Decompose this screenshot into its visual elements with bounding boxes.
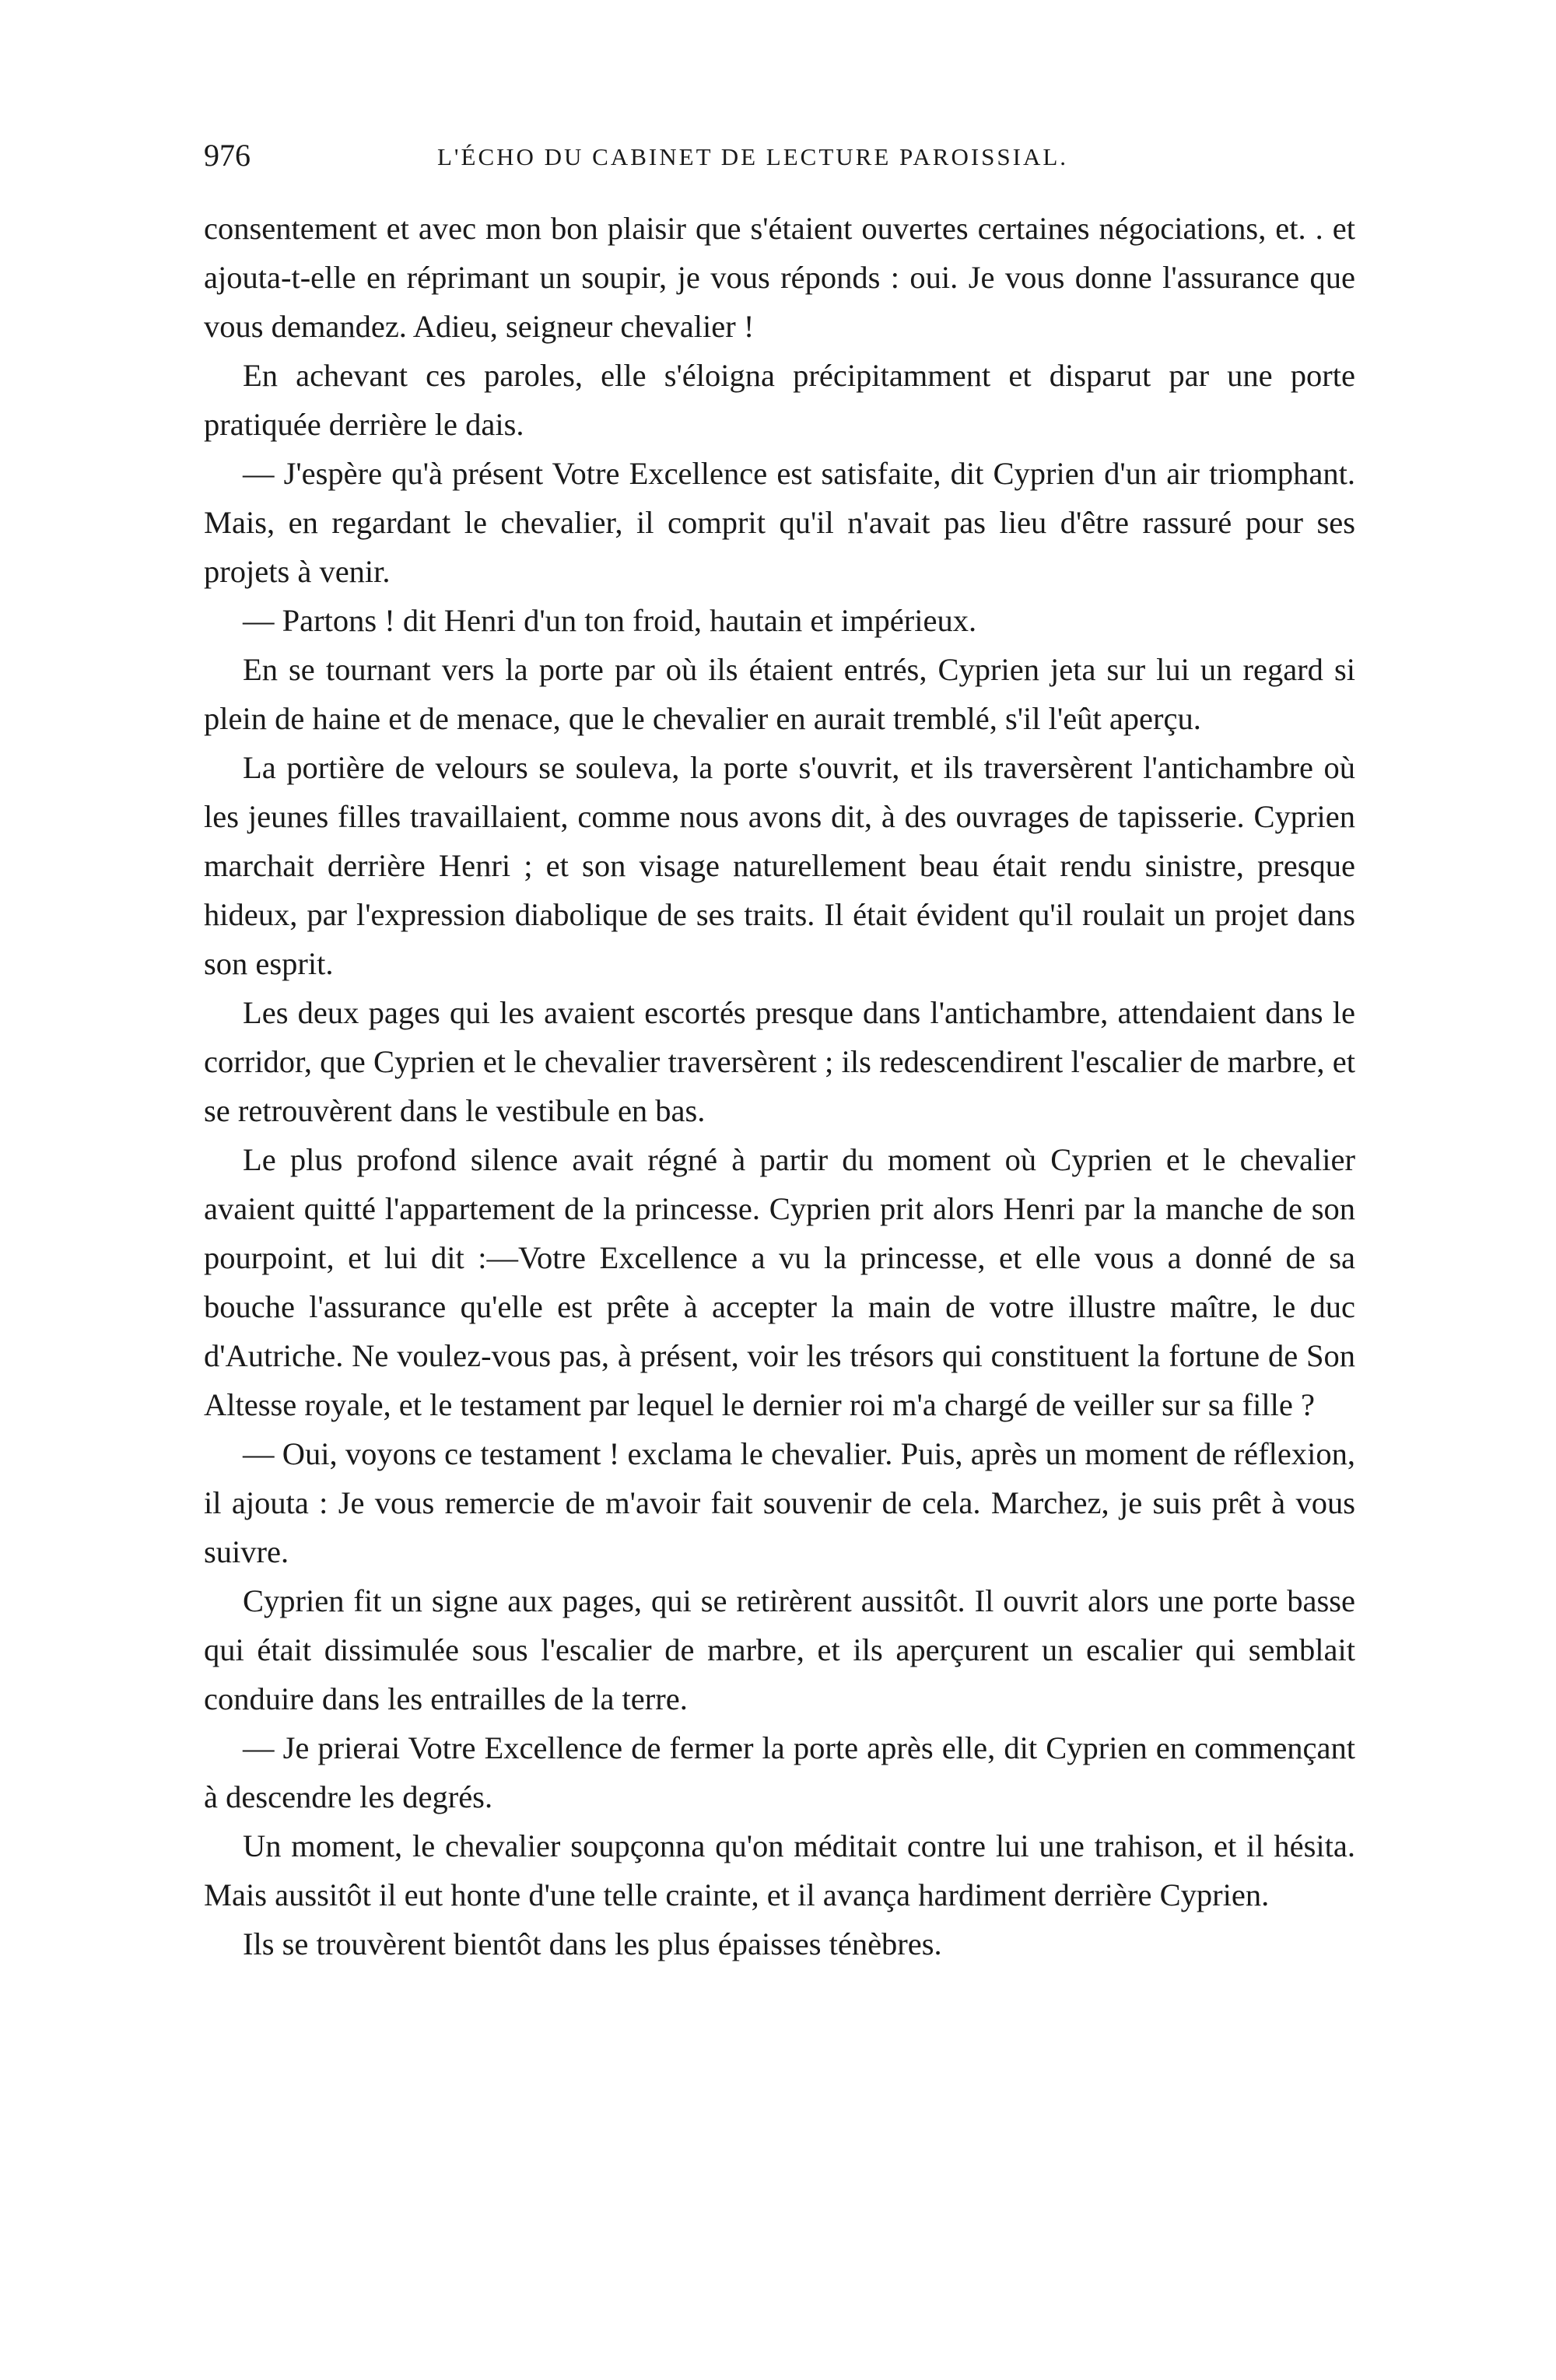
paragraph: Le plus profond silence avait régné à partir du moment où Cyprien et le chevalier avaient quitté l'appartement de la princesse. Cyprien prit alors Henri par la manche de son pourpoint, et lui dit :—Votre Excellence a vu la princesse, et elle vous a donné de sa bouche l'assurance qu'elle est prête à accepter la main de votre illustre maître, le duc d'Autriche. Ne voulez-vous pas, à présent, voir les trésors qui constituent la fortune de Son Altesse royale, et le testament par lequel le dernier roi m'a chargé de veiller sur sa fille ? — [204, 1142, 1355, 1422]
running-title: L'ÉCHO DU CABINET DE LECTURE PAROISSIAL. — [437, 143, 1069, 170]
paragraph: — Oui, voyons ce testament ! exclama le chevalier. Puis, après un moment de réflexion, il ajouta : Je vous remercie de m'avoir fait souvenir de cela. Marchez, je suis prêt à vous suivre. — [204, 1436, 1355, 1569]
paragraph: — Partons ! dit Henri d'un ton froid, hautain et impérieux. — [243, 603, 977, 638]
paragraph: — J'espère qu'à présent Votre Excellence est satisfaite, dit Cyprien d'un air triomphant. Mais, en regardant le chevalier, il comprit qu'il n'avait pas lieu d'être rassuré pour ses projets à venir. — [204, 456, 1355, 589]
paragraph: En achevant ces paroles, elle s'éloigna précipitamment et disparut par une porte pratiquée derrière le dais. — [204, 358, 1355, 442]
paragraph: — Je prierai Votre Excellence de fermer la porte après elle, dit Cyprien en commençant à descendre les degrés. — [204, 1730, 1355, 1814]
paragraph: Un moment, le chevalier soupçonna qu'on méditait contre lui une trahison, et il hésita. Mais aussitôt il eut honte d'une telle crainte, et il avança hardiment derrière Cyprien. — [204, 1828, 1355, 1912]
paragraph: Cyprien fit un signe aux pages, qui se retirèrent aussitôt. Il ouvrit alors une porte basse qui était dissimulée sous l'escalier de marbre, et ils aperçurent un escalier qui semblait conduire dans les entrailles de la terre. — [204, 1583, 1355, 1716]
page-number: 976 — [204, 138, 251, 173]
body-text — [204, 204, 1355, 1968]
paragraph: Les deux pages qui les avaient escortés presque dans l'antichambre, attendaient dans le corridor, que Cyprien et le chevalier traversèrent ; ils redescendirent l'escalier de marbre, et se retrouvèrent dans le vestibule en bas. — [204, 995, 1355, 1128]
paragraph: La portière de velours se souleva, la porte s'ouvrit, et ils traversèrent l'antichambre où les jeunes filles travaillaient, comme nous avons dit, à des ouvrages de tapisserie. Cyprien marchait derrière Henri ; et son visage naturellement beau était rendu sinistre, presque hideux, par l'expression diabolique de ses traits. Il était évident qu'il roulait un projet dans son esprit. — [204, 750, 1355, 981]
paragraph: En se tournant vers la porte par où ils étaient entrés, Cyprien jeta sur lui un regard si plein de haine et de menace, que le chevalier en aurait tremblé, s'il l'eût aperçu. — [204, 652, 1355, 736]
paragraph: Ils se trouvèrent bientôt dans les plus épaisses ténèbres. — [243, 1926, 942, 1961]
paragraph-continuation: consentement et avec mon bon plaisir que s'étaient ouvertes certaines négociations, et. . et ajouta-t-elle en réprimant un soupir, je vous réponds : oui. Je vous donne l'assurance que vous demandez. Adieu, seigneur chevalier ! — [204, 211, 1355, 344]
page-header — [204, 132, 1355, 179]
